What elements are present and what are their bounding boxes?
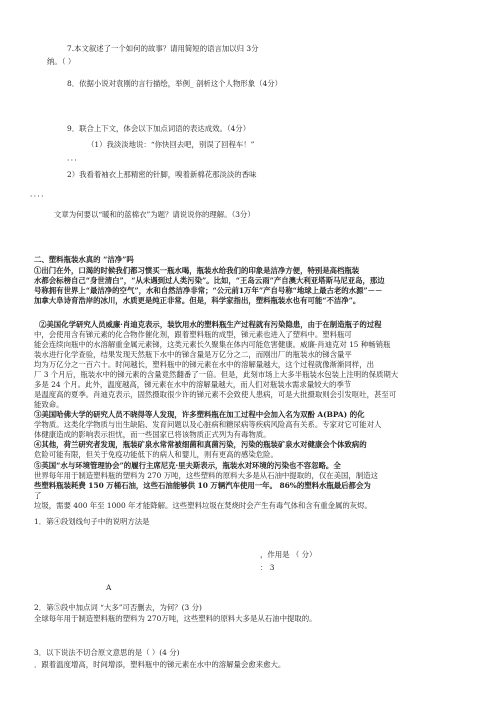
text-line: 能会连续向瓶中的水溶解重金属元素锑，这类元素长久聚集在体内可能危害健康。威廉·肖迪克对 15 种畅销瓶 (34, 340, 391, 349)
text-line: ②美国化学研究人员威廉·肖迪克表示，装饮用水的塑料瓶生产过程就有污染隐患，由于在制造瓶子的过程 (39, 320, 382, 329)
text-line: ．．．． (30, 189, 49, 198)
text-line: ： 3 (260, 563, 275, 572)
text-line: 7.本文叙述了一个如何的故事？请用简短的语言加以归 3分 (67, 44, 259, 53)
text-line: 均为万亿分之一百六十。时间越长，塑料瓶中的锑元素在水中的溶解量越大，这个过程就像渐渐同样，出 (34, 360, 374, 369)
text-line: ，作用是 （ 分） (260, 550, 317, 559)
text-line: 垃圾，需要 400 年至 1000 年才能降解。这些塑料垃圾在焚烧时会产生有毒气体和含有重金属的灰烬。 (34, 501, 372, 510)
text-line: ④其他，荷兰研究者发现，瓶装矿泉水常常被细菌和真菌污染，污染的瓶装矿泉水对健康会个体致病的 (34, 440, 367, 449)
text-line: 文章为何要以“暖和的蓝棉衣”为题？请说说你的理解。（3分） (54, 210, 255, 219)
text-line: 了 (34, 491, 42, 500)
text-line: ③美国哈佛大学的研究人员不晓得等人发现，许多塑料瓶在加工过程中会加入名为双酚 A(BPA) 的化 (34, 410, 365, 419)
text-line: 8．依据小说对袁刚的言行描绘，举例_ 剖析这个人物形象（4分） (67, 79, 282, 88)
text-line: ⑤英国“水与环境管理协会”的履行主席尼克·里夫斯表示，瓶装水对环境的污染也不容忽略。全 (34, 461, 341, 470)
text-line: A (106, 583, 112, 592)
text-line: 是温度高的夏季。肖迪克表示，固然摄取很少许的锑元素不会致使人患病，可是大批摄取则会引发呕吐，甚至可 (34, 390, 397, 399)
text-line: 多是 24 个月。此外，温度越高，锑元素在水中的溶解量越大，而人们对瓶装水需求量较大的季节 (34, 380, 352, 389)
text-line: 学物质。这类化学物质与出生缺陷、发育问题以及心脏病和糖尿病等疾病风险高有关系。专家对它可能对人 (34, 420, 382, 429)
text-line: ．跟着温度增高，时间增添，塑料瓶中的锑元素在水中的溶解量会愈来愈大。 (34, 660, 286, 669)
text-line: 全球每年用于制造塑料瓶的塑料为 270万吨，这些塑料的原料大多是从石油中提取的。 (34, 614, 317, 623)
text-line: 3．以下说法不切合原文意思的是（ ）(4 分) (34, 648, 180, 657)
text-line: 些塑料瓶装耗费 150 万桶石油，这些石油能够供 10 万辆汽车使用一年。 86%的塑料水瓶最后都会为 (34, 481, 371, 490)
text-line: ．．． (67, 153, 82, 162)
text-line: 加拿大阜诗育浩岸的冰川，水质更是纯正非常。但是，科学家指出，塑料瓶装水也有可能“不洁净”。 (34, 296, 361, 305)
text-line: 厂 3 个月后，瓶装水中的锑元素的含量竟然翻番了一倍。但是，此刻市场上大多半瓶装水包装上注明的保质期大 (34, 370, 399, 379)
text-line: （1）我淡淡地说：“你快回去吧，别误了回程车！” (87, 140, 255, 149)
text-line: 二、塑料瓶装水真的 “洁净”吗 (34, 255, 134, 264)
text-line: 中，会使用含有锑元素的化合物作催化剂，跟着塑料瓶的成型，锑元素也进入了塑料中。塑料瓶可 (34, 330, 352, 339)
text-line: 9．联合上下文，体会以下加点词语的表达成效。（4分） (67, 124, 251, 133)
text-line: 2．第⑤段中加点词 “大多”可否删去，为何？(3 分) (34, 603, 202, 612)
text-line: 水都会标榜自己“身世清白”，“从未遇到过人类污染”。比如，“王岛云雨”产自澳大利亚塔斯马尼亚岛，那边 (34, 276, 385, 285)
text-line: 能致命。 (34, 400, 64, 409)
text-line: 纳。（ ） (47, 57, 76, 66)
text-line: 号称拥有世界上“最洁净的空气”，水和自然洁净非常；“公元前1万年”产自号称“地球上最古老的水源”－－ (34, 286, 383, 295)
text-line: 体健康造成的影响表示担忧，而一些国家已将该物质正式列为有毒物质。 (34, 430, 271, 439)
text-line: 1．第④段划线句子中的说明方法是 (34, 517, 150, 526)
text-line: 世界每年用于制造塑料瓶的塑料为 270 万吨，这些塑料的原料大多是从石油中提取的，仅在美国，制造这 (34, 471, 378, 480)
text-line: 装水进行化学查验，结果发现天然瓶下水中的锑含量是万亿分之二，而刚出厂的瓶装水的锑含量平 (34, 350, 352, 359)
text-line: ①出门在外，口渴的时候我们都习惯买一瓶水喝，瓶装水给我们的印象是洁净方便，特别是高档瓶装 (34, 266, 360, 275)
text-line: 危险可能有限，但关于免疫功能低下的病人和婴儿，则有更高的感染危险。 (34, 450, 278, 459)
text-line: 2）我看着袖衣上那精密的针脚，嗅着新棉花那淡淡的香味 (67, 170, 257, 179)
